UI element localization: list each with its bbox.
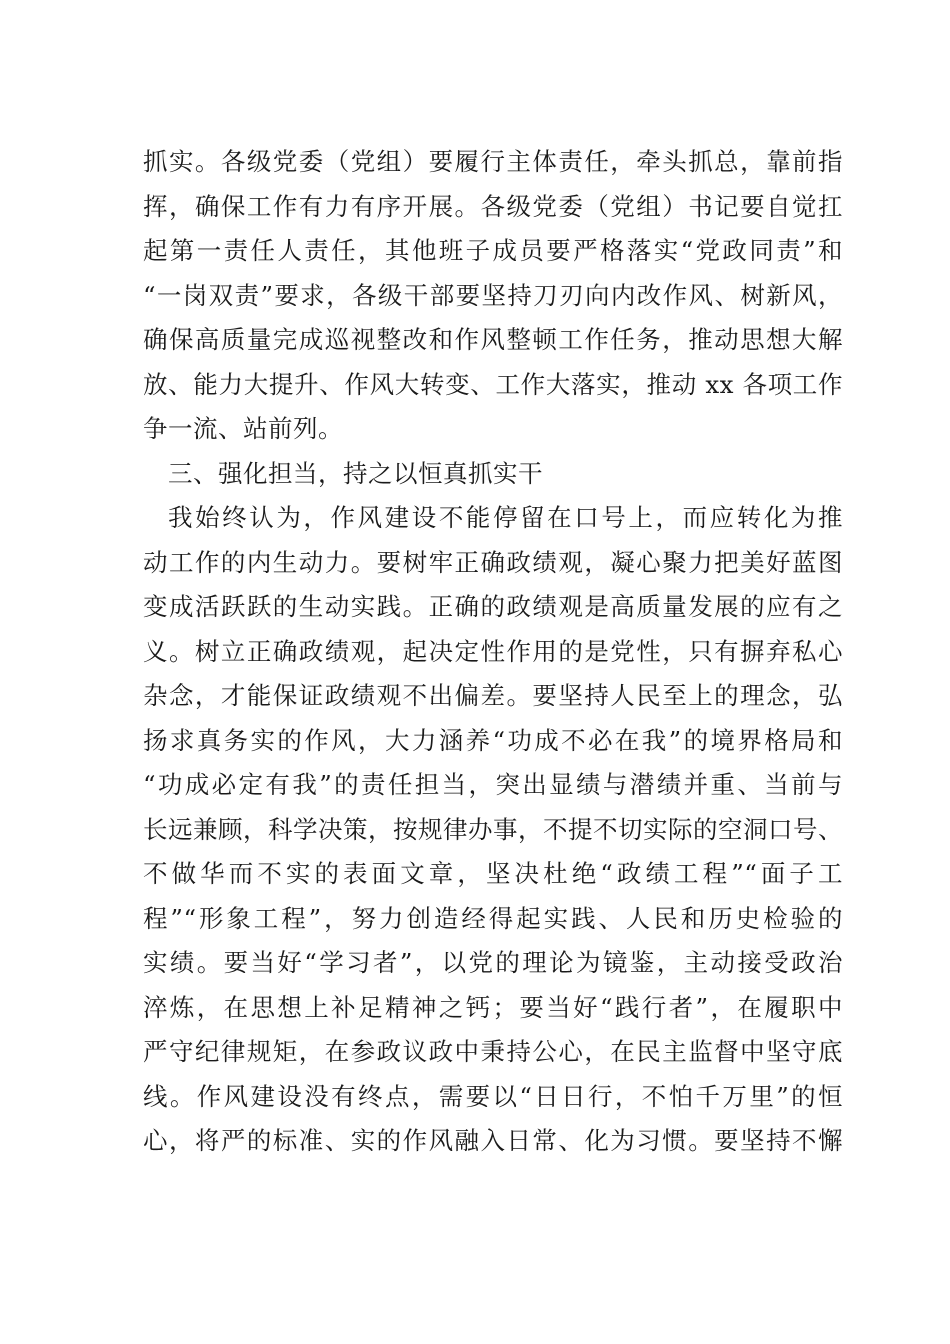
text-line: 杂念，才能保证政绩观不出偏差。要坚持人民至上的理念，弘 (143, 681, 843, 710)
text-line: 线。作风建设没有终点，需要以“日日行，不怕千万里”的恒 (143, 1081, 843, 1111)
text-line: “一岗双责”要求，各级干部要坚持刀刃向内改作风、树新风， (143, 280, 843, 310)
text-line: 动工作的内生动力。要树牢正确政绩观，凝心聚力把美好蓝图 (143, 547, 843, 577)
para-continuation (143, 140, 843, 452)
text-line: 严守纪律规矩，在参政议政中秉持公心，在民主监督中坚守底 (143, 1037, 843, 1066)
text-line: 确保高质量完成巡视整改和作风整顿工作任务，推动思想大解 (143, 325, 843, 354)
text-line: 程”“形象工程”，努力创造经得起实践、人民和历史检验的 (143, 903, 843, 933)
section-heading-line: 三、强化担当，持之以恒真抓实干 (168, 458, 543, 488)
document-body (143, 140, 843, 1164)
text-line: 不做华而不实的表面文章，坚决杜绝“政绩工程”“面子工 (143, 859, 843, 888)
section-heading-3 (143, 452, 843, 497)
text-line: 淬炼，在思想上补足精神之钙；要当好“践行者”，在履职中 (143, 992, 843, 1022)
text-line: 变成活跃跃的生动实践。正确的政绩观是高质量发展的应有之 (143, 592, 843, 621)
text-line: 抓实。各级党委（党组）要履行主体责任，牵头抓总，靠前指 (143, 147, 843, 176)
text-line: 心，将严的标准、实的作风融入日常、化为习惯。要坚持不懈 (143, 1126, 843, 1155)
para-section-3 (143, 496, 843, 1164)
text-line: “功成必定有我”的责任担当，突出显绩与潜绩并重、当前与 (143, 770, 843, 799)
text-line: 挥，确保工作有力有序开展。各级党委（党组）书记要自觉扛 (143, 191, 843, 221)
text-line: 长远兼顾，科学决策，按规律办事，不提不切实际的空洞口号、 (143, 814, 843, 844)
text-line: 实绩。要当好“学习者”，以党的理论为镜鉴，主动接受政治 (143, 948, 843, 977)
text-line: 放、能力大提升、作风大转变、工作大落实，推动 xx 各项工作 (143, 369, 843, 399)
text-line: 争一流、站前列。 (143, 414, 343, 443)
text-line: 起第一责任人责任，其他班子成员要严格落实“党政同责”和 (143, 236, 843, 265)
text-line: 扬求真务实的作风，大力涵养“功成不必在我”的境界格局和 (143, 725, 843, 755)
text-line: 我始终认为，作风建设不能停留在口号上，而应转化为推 (168, 503, 843, 532)
text-line: 义。树立正确政绩观，起决定性作用的是党性，只有摒弃私心 (143, 636, 843, 666)
